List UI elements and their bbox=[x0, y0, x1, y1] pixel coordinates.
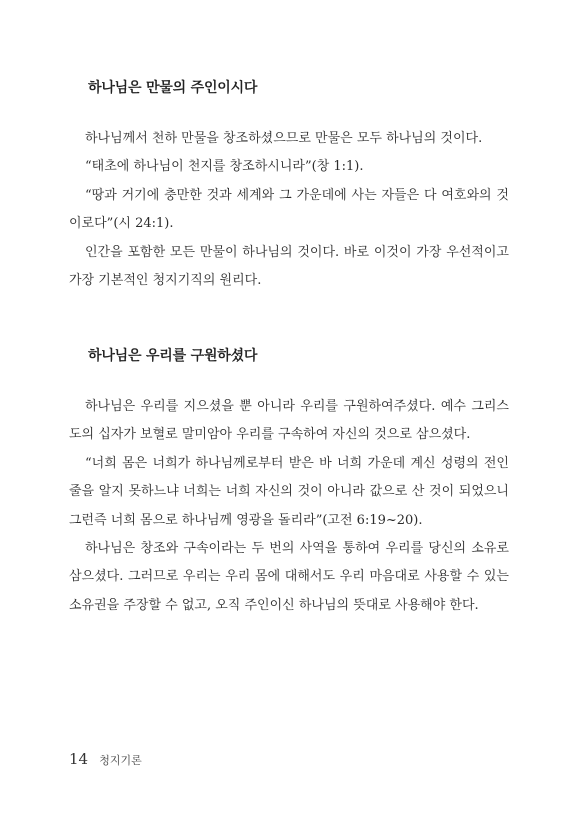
scripture-quote: “땅과 거기에 충만한 것과 세계와 그 가운데에 사는 자들은 다 여호와의 것이로다”(시 24:1). bbox=[69, 187, 509, 232]
scripture-quote: “태초에 하나님이 천지를 창조하시니라”(창 1:1). bbox=[85, 159, 364, 175]
paragraph: 하나님께서 천하 만물을 창조하셨으므로 만물은 모두 하나님의 것이다. bbox=[85, 131, 483, 146]
section-body-2 bbox=[69, 393, 509, 620]
paragraph: 하나님은 창조와 구속이라는 두 번의 사역을 통하여 우리를 당신의 소유로 삼으셨다. 그러므로 우리는 우리 몸에 대해서도 우리 마음대로 사용할 수 있는 소유권을 주장할 수 없고, 오직 주인이신 하나님의 뜻대로 사용해야 한다. bbox=[69, 541, 509, 613]
paragraph: 하나님은 우리를 지으셨을 뿐 아니라 우리를 구원하여주셨다. 예수 그리스도의 십자가 보혈로 말미암아 우리를 구속하여 자신의 것으로 삼으셨다. bbox=[69, 399, 509, 443]
page-number: 14 bbox=[69, 750, 89, 768]
book-title: 청지기론 bbox=[99, 754, 142, 767]
page-footer bbox=[69, 749, 142, 768]
section-heading-1: 하나님은 만물의 주인이시다 bbox=[88, 80, 258, 96]
paragraph: 인간을 포함한 모든 만물이 하나님의 것이다. 바로 이것이 가장 우선적이고 가장 기본적인 청지기직의 원리다. bbox=[69, 244, 509, 289]
section-heading-2: 하나님은 우리를 구원하셨다 bbox=[88, 348, 258, 364]
scripture-quote: “너희 몸은 너희가 하나님께로부터 받은 바 너희 가운데 계신 성령의 전인 줄을 알지 못하느냐 너희는 너희 자신의 것이 아니라 값으로 산 것이 되었으니 그런즉 너희 몸으로 하나님께 영광을 돌리라”(고전 6:19~20). bbox=[69, 455, 509, 528]
section-body-1 bbox=[69, 125, 509, 295]
